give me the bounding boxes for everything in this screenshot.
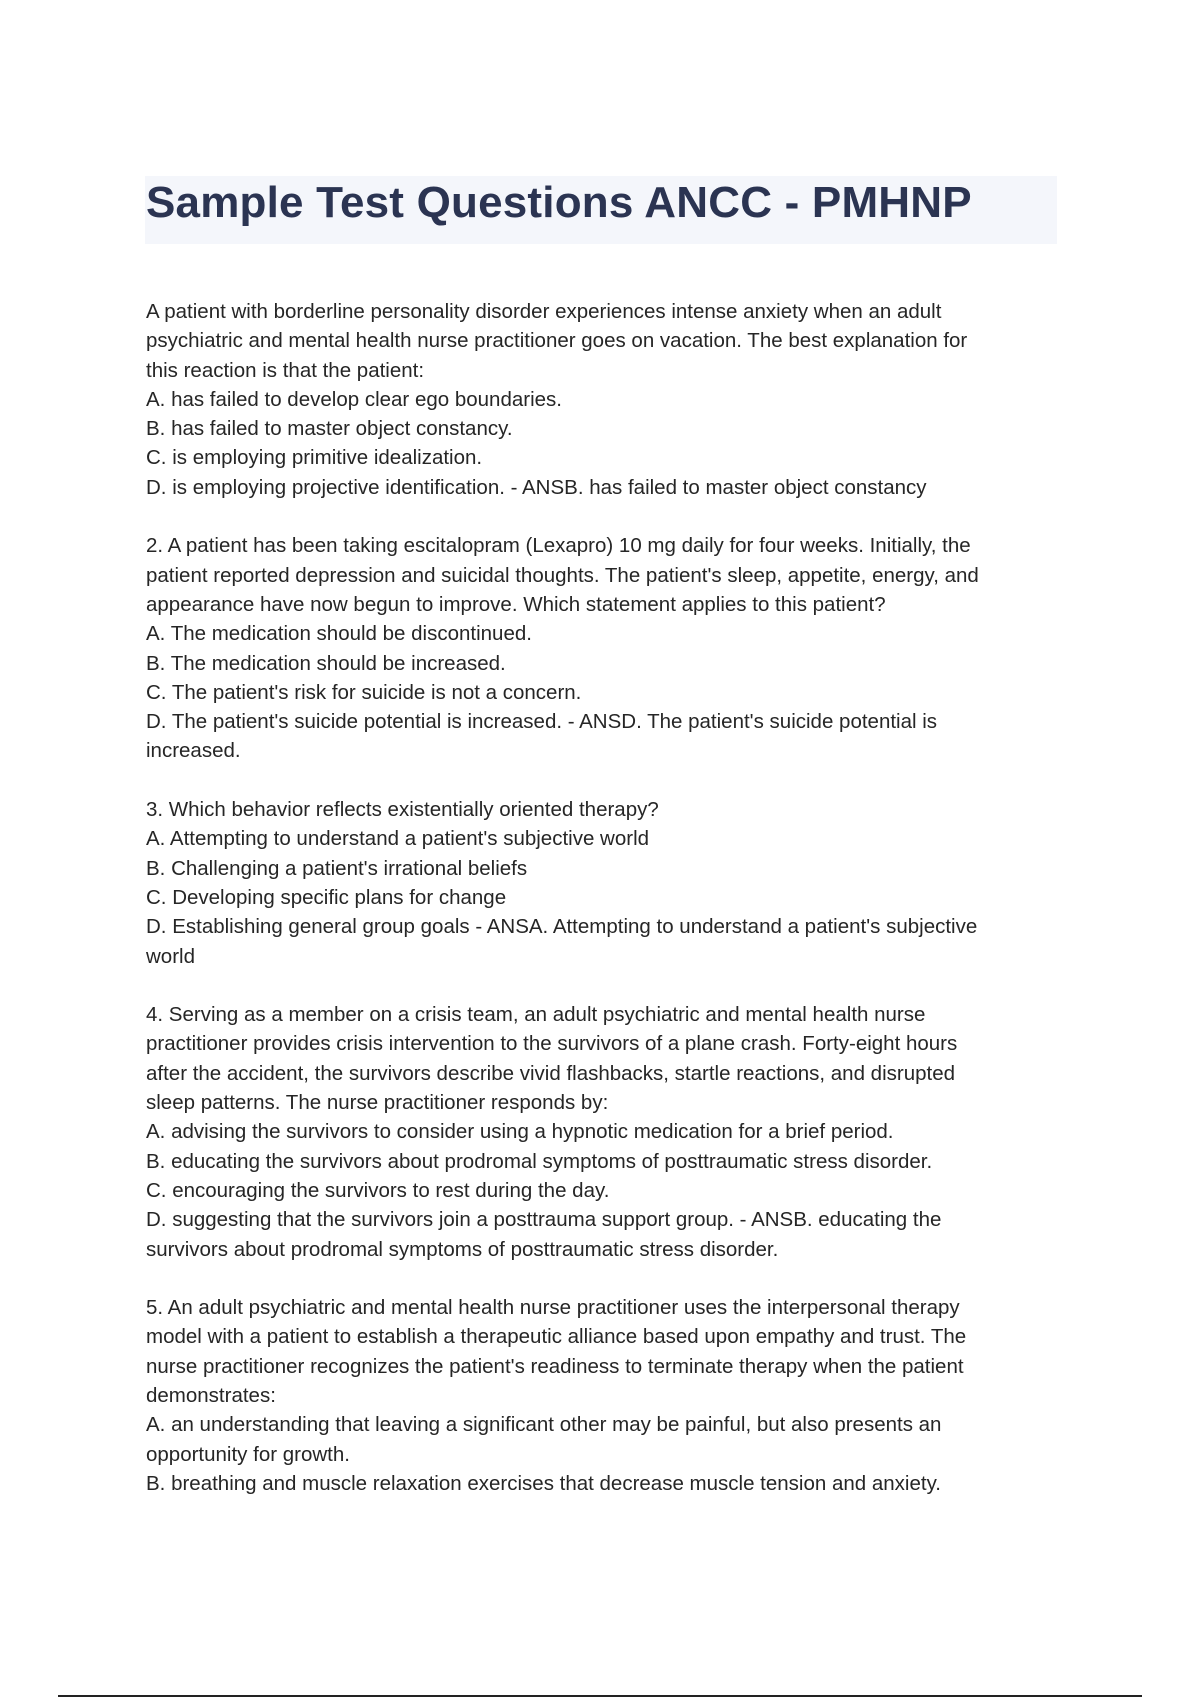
answer-option: A. The medication should be discontinued. [146, 622, 532, 646]
question-stem-line: model with a patient to establish a therapeutic alliance based upon empathy and trust. The [146, 1325, 967, 1349]
answer-option: A. advising the survivors to consider using a hypnotic medication for a brief period. [146, 1120, 894, 1144]
question-list [146, 297, 1066, 1527]
question-stem-line: psychiatric and mental health nurse practitioner goes on vacation. The best explanation for [146, 329, 968, 353]
answer-option: survivors about prodromal symptoms of posttraumatic stress disorder. [146, 1237, 779, 1261]
answer-option: B. breathing and muscle relaxation exercises that decrease muscle tension and anxiety. [146, 1471, 942, 1495]
answer-option: D. Establishing general group goals - ANSA. Attempting to understand a patient's subjective [146, 915, 978, 939]
question-stem-line: 3. Which behavior reflects existentially oriented therapy? [146, 798, 659, 822]
footer-divider [58, 1695, 1142, 1697]
answer-option: C. Developing specific plans for change [146, 885, 507, 909]
question-stem-line: after the accident, the survivors describe vivid flashbacks, startle reactions, and disrupted [146, 1061, 956, 1085]
answer-option: A. has failed to develop clear ego boundaries. [146, 387, 562, 411]
question-stem-line: patient reported depression and suicidal thoughts. The patient's sleep, appetite, energy, and [146, 563, 979, 587]
answer-option: D. The patient's suicide potential is increased. - ANSD. The patient's suicide potential is [146, 710, 938, 734]
answer-option: B. The medication should be increased. [146, 651, 506, 675]
answer-option: increased. [146, 739, 241, 763]
page-title: Sample Test Questions ANCC - PMHNP [146, 178, 972, 227]
question-stem-line: 5. An adult psychiatric and mental health nurse practitioner uses the interpersonal therapy [146, 1296, 960, 1320]
answer-option: opportunity for growth. [146, 1442, 350, 1466]
answer-option: world [146, 944, 195, 968]
question-4 [146, 1000, 1066, 1264]
question-stem-line: this reaction is that the patient: [146, 358, 425, 382]
question-stem-line: appearance have now begun to improve. Which statement applies to this patient? [146, 592, 886, 616]
question-5 [146, 1293, 1066, 1498]
question-stem-line: sleep patterns. The nurse practitioner responds by: [146, 1091, 609, 1115]
question-stem-line: nurse practitioner recognizes the patient's readiness to terminate therapy when the patient [146, 1354, 964, 1378]
question-stem-line: 4. Serving as a member on a crisis team, an adult psychiatric and mental health nurse [146, 1003, 926, 1027]
question-stem-line: A patient with borderline personality disorder experiences intense anxiety when an adult [146, 300, 942, 323]
question-stem-line: 2. A patient has been taking escitalopram (Lexapro) 10 mg daily for four weeks. Initially, the [146, 534, 971, 558]
answer-option: B. Challenging a patient's irrational beliefs [146, 856, 528, 880]
answer-option: A. an understanding that leaving a significant other may be painful, but also presents an [146, 1413, 942, 1437]
question-stem-line: practitioner provides crisis intervention to the survivors of a plane crash. Forty-eight hours [146, 1032, 958, 1056]
answer-option: B. educating the survivors about prodromal symptoms of posttraumatic stress disorder. [146, 1149, 933, 1173]
answer-option: C. The patient's risk for suicide is not a concern. [146, 680, 582, 704]
answer-option: C. encouraging the survivors to rest during the day. [146, 1178, 610, 1202]
question-3 [146, 795, 1066, 971]
answer-option: B. has failed to master object constancy. [146, 417, 513, 441]
question-stem-line: demonstrates: [146, 1383, 276, 1407]
answer-option: C. is employing primitive idealization. [146, 446, 483, 470]
question-1 [146, 297, 1066, 502]
answer-option: D. is employing projective identification. - ANSB. has failed to master object constancy [146, 475, 927, 499]
answer-option: D. suggesting that the survivors join a posttrauma support group. - ANSB. educating the [146, 1208, 942, 1232]
question-2 [146, 531, 1066, 765]
answer-option: A. Attempting to understand a patient's subjective world [146, 827, 650, 851]
